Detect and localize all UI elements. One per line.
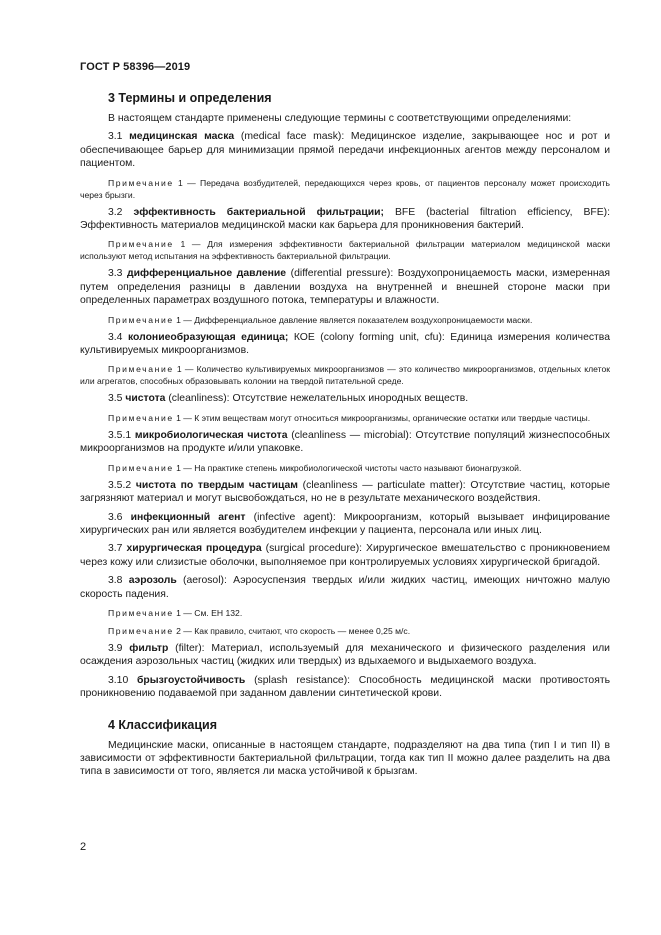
section-4-title: 4 Классификация bbox=[108, 717, 218, 732]
note-label: Примечание bbox=[108, 412, 174, 423]
note-text: 1 — К этим веществам могут относиться микроорганизмы, органические остатки или твердые частицы. bbox=[173, 412, 591, 423]
note-label: Примечание bbox=[108, 177, 174, 188]
note-label: Примечание bbox=[108, 462, 174, 473]
definition-term: аэрозоль bbox=[128, 575, 177, 587]
definition-text: (cleanliness): Отсутствие нежелательных инородных веществ. bbox=[165, 393, 469, 405]
definition-text: (surgical procedure): Хирургическое вмешательство с проникновением через кожу или слизистые оболочки, выполняемое при контролируемых условиях хирургической бригадой. bbox=[80, 543, 610, 568]
definition-item bbox=[80, 479, 610, 506]
section-4-text: Медицинские маски, описанные в настоящем стандарте, подразделяют на два типа (тип I и тип II) в зависимости от эффективности бактериальной фильтрации, тогда как тип II можно далее разделить на два типа в зависимости от того, является ли маска устойчивой к брызгам. bbox=[80, 739, 610, 778]
definition-text: (infective agent): Микроорганизм, который вызывает инфицирование хирургических ран или является возбудителем инфекции у пациента, персонала или иных лиц. bbox=[80, 511, 611, 536]
note-label: Примечание bbox=[108, 364, 174, 375]
definition-number: 3.10 bbox=[108, 674, 129, 686]
definition-text: КОЕ (colony forming unit, cfu): Единица измерения количества культивируемых микроорганизмов. bbox=[80, 331, 610, 357]
definition-number: 3.5.2 bbox=[108, 479, 132, 491]
definition-number: 3.7 bbox=[108, 543, 123, 555]
page-number: 2 bbox=[80, 841, 87, 853]
definition-item bbox=[80, 674, 610, 701]
note-text: 1 — На практике степень микробиологической чистоты часто называют бионагрузкой. bbox=[173, 462, 522, 473]
note bbox=[80, 607, 610, 619]
definition-term: колониеобразующая единица; bbox=[127, 331, 289, 343]
definition-item bbox=[80, 642, 610, 669]
note bbox=[80, 238, 610, 262]
note-label: Примечание bbox=[108, 314, 174, 325]
note-text: 1 — См. ЕН 132. bbox=[173, 607, 243, 618]
definition-number: 3.2 bbox=[108, 206, 123, 218]
definition-term: хирургическая процедура bbox=[126, 543, 262, 555]
definition-text: (cleanliness — particulate matter): Отсутствие частиц, которые загрязняют материал и могут высвобождаться, но не в результате механического воздействия. bbox=[80, 479, 610, 505]
definition-term: брызгоустойчивость bbox=[137, 674, 246, 686]
definition-term: медицинская маска bbox=[129, 131, 235, 143]
note-text: 1 — Для измерения эффективности бактериальной фильтрации материалом медицинской маски используют метод испытания на эффективность бактериальной фильтрации. bbox=[80, 239, 610, 262]
note bbox=[80, 177, 610, 201]
note bbox=[80, 412, 610, 424]
definition-number: 3.1 bbox=[108, 131, 123, 143]
definition-text: (differential pressure): Воздухопроницаемость маски, измеренная путем определения разницы в давлении воздуха на внутренней и внешней стороне маски при определенных параметрах воздушного потока, температуры и влажности. bbox=[80, 268, 610, 307]
section-3-title: 3 Термины и определения bbox=[108, 91, 272, 105]
definition-item bbox=[80, 130, 610, 170]
definition-number: 3.9 bbox=[108, 642, 123, 654]
definition-number: 3.8 bbox=[108, 575, 123, 587]
definition-term: эффективность бактериальной фильтрации; bbox=[133, 206, 384, 218]
note bbox=[80, 625, 610, 637]
definition-term: чистота по твердым частицам bbox=[135, 479, 298, 491]
note bbox=[80, 363, 610, 387]
note-label: Примечание bbox=[108, 239, 174, 250]
definition-number: 3.4 bbox=[108, 331, 123, 343]
definition-term: инфекционный агент bbox=[130, 511, 246, 523]
definition-text: (filter): Материал, используемый для механического и физического разделения или осаждения аэрозольных частиц (жидких или твердых) из вдыхаемого и выдыхаемого воздуха. bbox=[80, 642, 610, 668]
note-label: Примечание bbox=[108, 625, 174, 636]
definitions-list bbox=[80, 130, 610, 700]
definition-number: 3.5.1 bbox=[108, 429, 132, 441]
definition-number: 3.5 bbox=[108, 393, 123, 405]
definition-item bbox=[80, 267, 610, 307]
document-id: ГОСТ Р 58396—2019 bbox=[80, 61, 191, 73]
definition-number: 3.3 bbox=[108, 268, 123, 280]
note bbox=[80, 314, 610, 326]
definition-item bbox=[80, 392, 610, 405]
definition-number: 3.6 bbox=[108, 511, 123, 523]
note-label: Примечание bbox=[108, 607, 174, 618]
definition-term: чистота bbox=[125, 393, 166, 405]
note-text: 1 — Передача возбудителей, передающихся через кровь, от пациентов персоналу может происходить через брызги. bbox=[80, 177, 610, 200]
page-content bbox=[80, 90, 610, 779]
definition-term: фильтр bbox=[129, 642, 169, 654]
definition-item bbox=[80, 331, 610, 358]
definition-text: (splash resistance): Способность медицинской маски противостоять проникновению подаваемой при заданном давлении синтетической крови. bbox=[80, 674, 611, 700]
note bbox=[80, 462, 610, 474]
definition-term: микробиологическая чистота bbox=[134, 429, 288, 441]
definition-item bbox=[80, 542, 610, 569]
note-text: 1 — Дифференциальное давление является показателем воздухопроницаемости маски. bbox=[173, 314, 533, 325]
definition-text: (aerosol): Аэросуспензия твердых и/или жидких частиц, имеющих ничтожно малую скорость падения. bbox=[80, 575, 611, 600]
section-3-intro: В настоящем стандарте применены следующие термины с соответствующими определениями: bbox=[108, 113, 572, 124]
definition-term: дифференциальное давление bbox=[127, 268, 287, 280]
definition-item bbox=[80, 206, 610, 233]
note-text: 1 — Количество культивируемых микроорганизмов — это количество микроорганизмов, отдельных клеток или агрегатов, способных образовывать колонии на твердой питательной среде. bbox=[80, 364, 610, 387]
definition-text: (cleanliness — microbial): Отсутствие популяций жизнеспособных микроорганизмов на продукте и/или упаковке. bbox=[80, 429, 610, 455]
definition-item bbox=[80, 574, 610, 601]
definition-item bbox=[80, 429, 610, 456]
definition-item bbox=[80, 511, 610, 538]
definition-text: BFE (bacterial filtration efficiency, BFE): Эффективность материалов медицинской маски как барьера для проникновения бактерий. bbox=[80, 206, 611, 232]
note-text: 2 — Как правило, считают, что скорость — менее 0,25 м/с. bbox=[173, 625, 411, 636]
definition-text: (medical face mask): Медицинское изделие, закрывающее нос и рот и обеспечивающее барьер для минимизации прямой передачи инфекционных агентов между персоналом и пациентом. bbox=[80, 131, 611, 170]
